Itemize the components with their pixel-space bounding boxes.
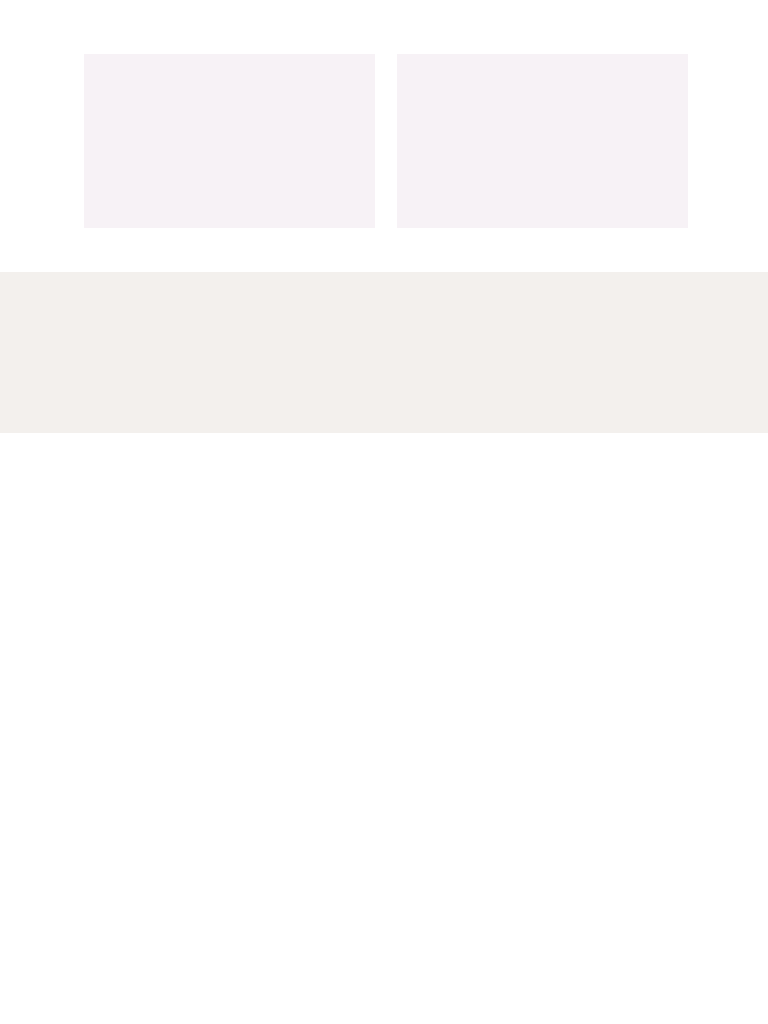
network-pattern-image-1	[84, 54, 375, 228]
dotted-border-side	[690, 433, 740, 1024]
network-pattern-image-2	[397, 54, 688, 228]
title-banner	[0, 272, 768, 433]
hero-section	[0, 0, 768, 250]
